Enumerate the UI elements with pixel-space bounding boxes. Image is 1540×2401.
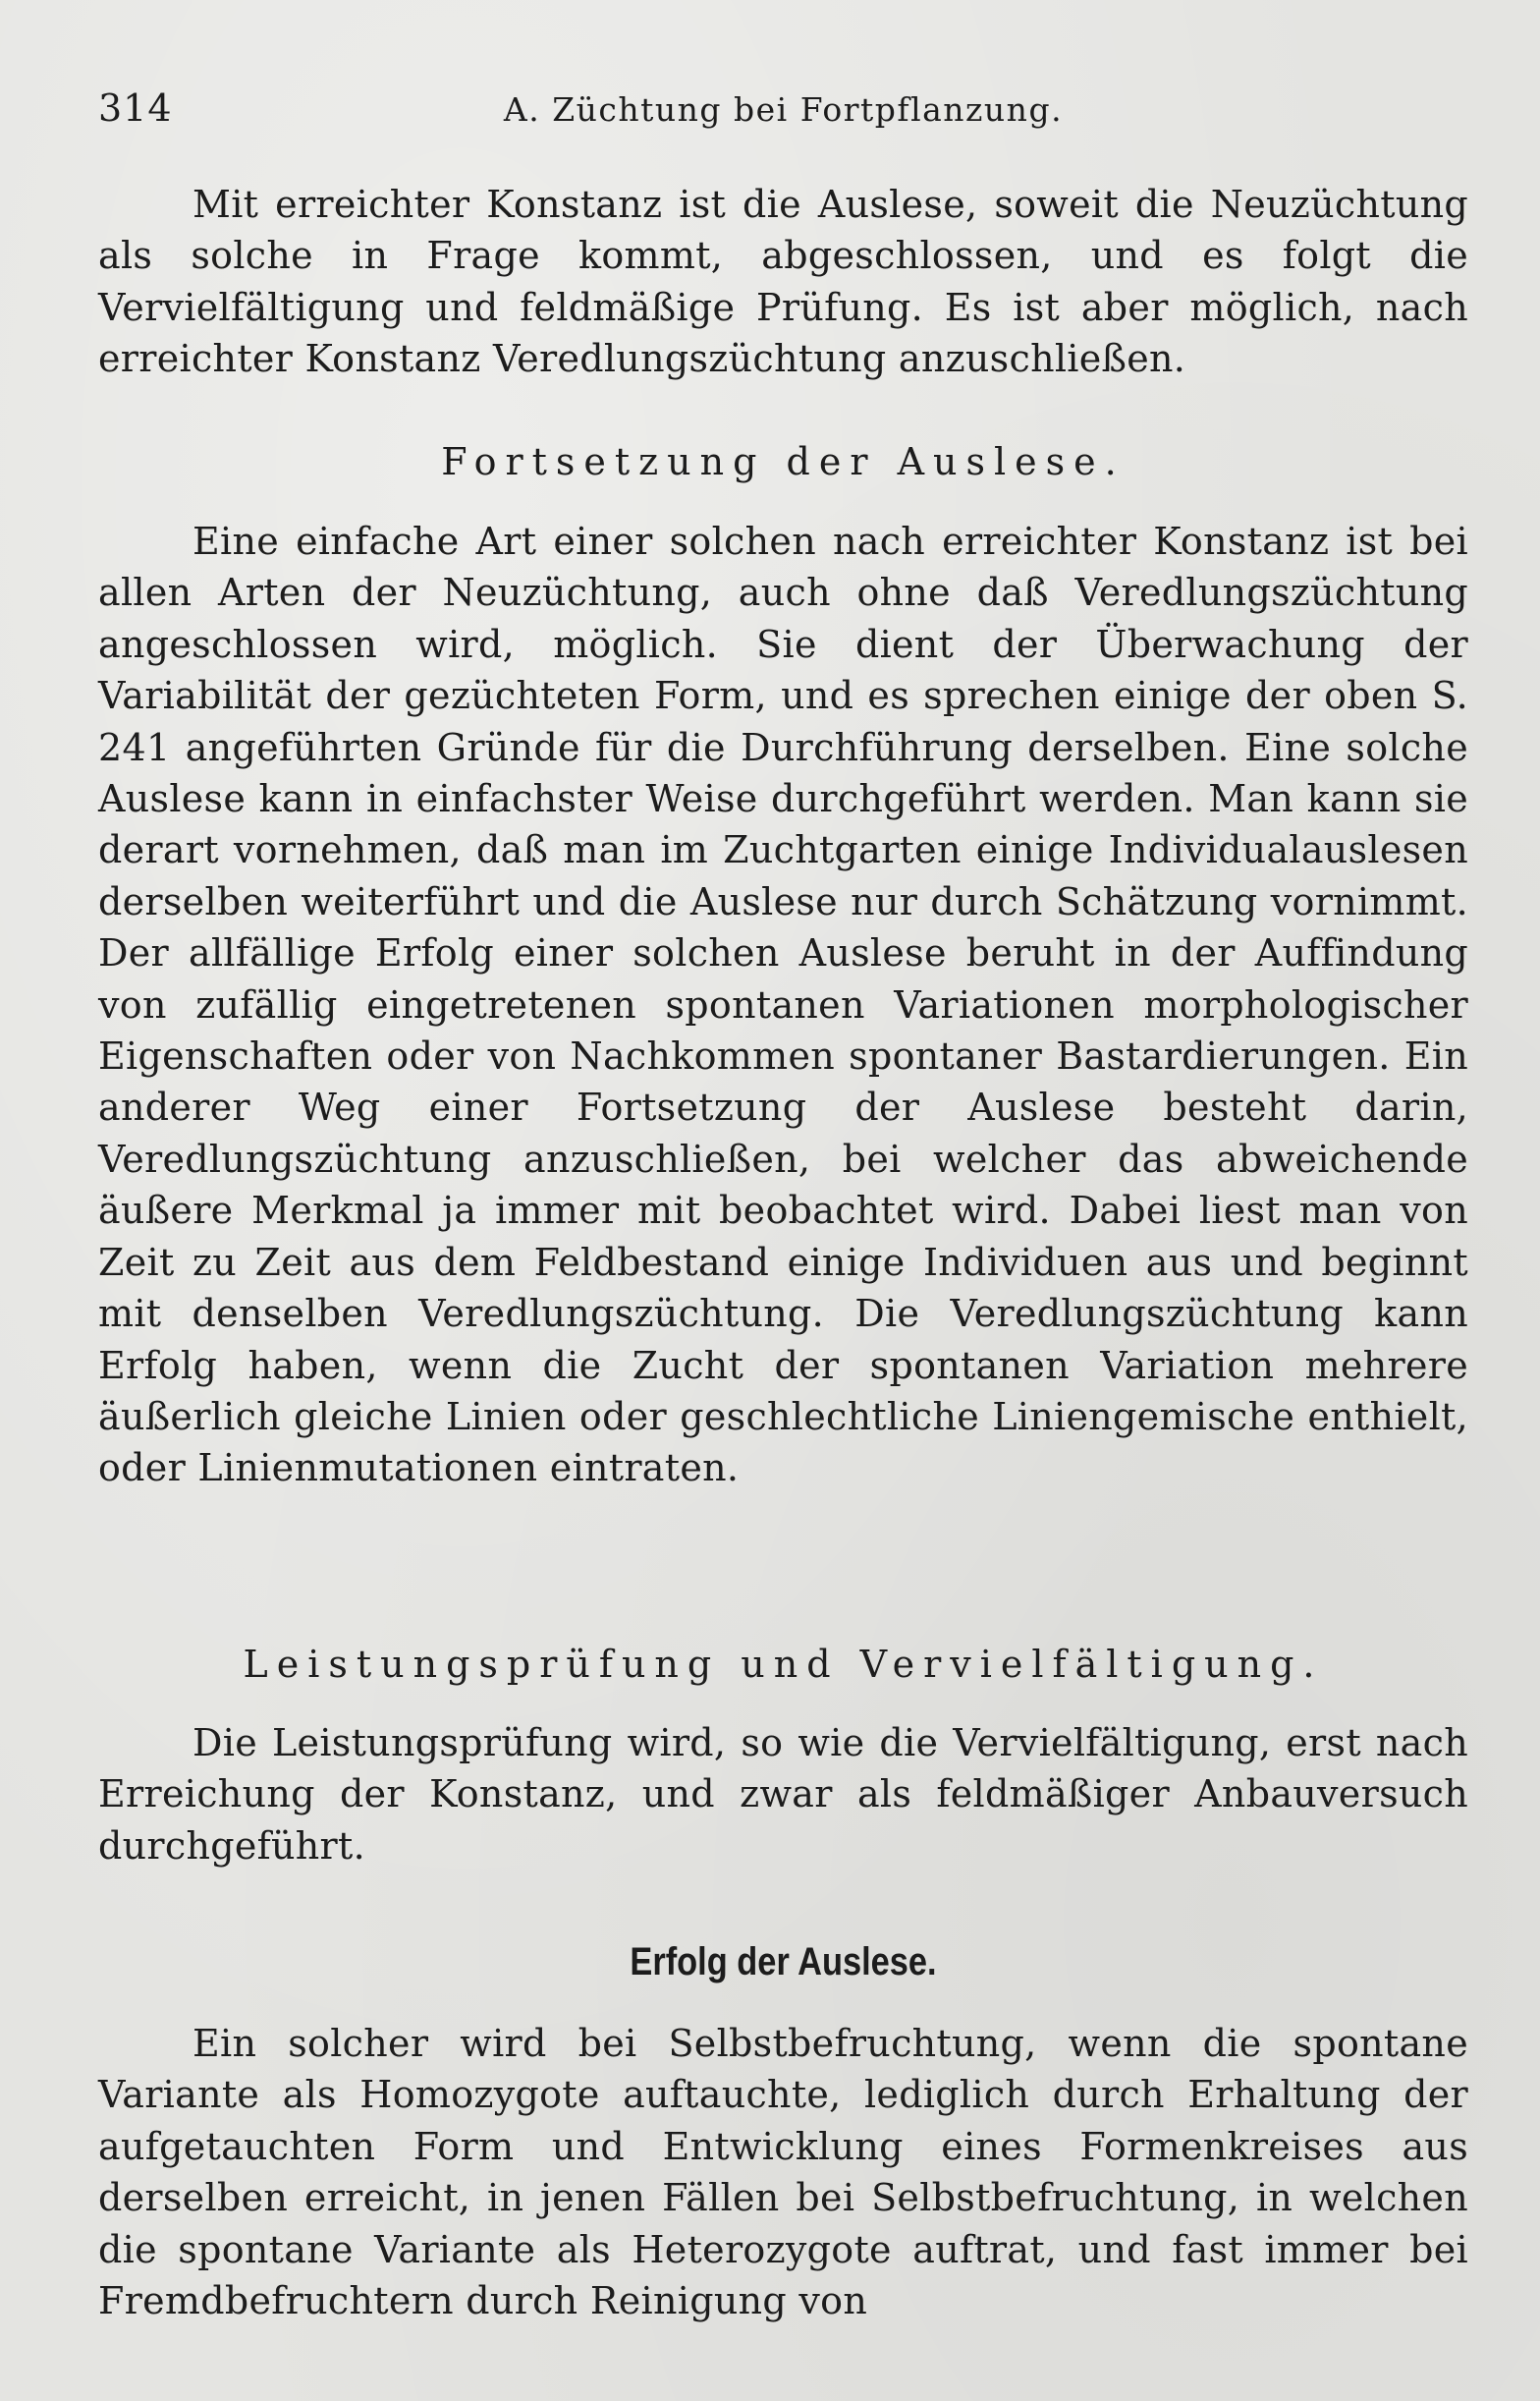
heading-fortsetzung-der-auslese: Fortsetzung der Auslese. — [441, 440, 1126, 483]
heading-leistungspruefung: Leistungsprüfung und Vervielfältigung. — [243, 1643, 1324, 1686]
running-head: A. Züchtung bei Fortpflanzung. — [503, 90, 1064, 129]
page-header — [98, 86, 1468, 136]
paragraph-konstanz: Mit erreichter Konstanz ist die Auslese, soweit die Neuzüchtung als solche in Frage kommt, abgeschlossen, und es folgt die Vervielfältigung und feldmäßige Prüfung. Es ist aber möglich, nach erreichter Konstanz Veredlungszüchtung anzuschließen. — [98, 183, 1468, 381]
paragraph-fortsetzung: Eine einfache Art einer solchen nach erreichter Konstanz ist bei allen Arten der Neuzüchtung, auch ohne daß Veredlungszüchtung angeschlossen wird, möglich. Sie dient der Überwachung der Variabilität der gezüchteten Form, und es sprechen einige der oben S. 241 angeführten Gründe für die Durchführung derselben. Eine solche Auslese kann in einfachster Weise durchgeführt werden. Man kann sie derart vornehmen, daß man im Zuchtgarten einige Individualauslesen derselben weiterführt und die Auslese nur durch Schätzung vornimmt. Der allfällige Erfolg einer solchen Auslese beruht in der Auffindung von zufällig eingetretenen spontanen Variationen morphologischer Eigenschaften oder von Nachkommen spontaner Bastardierungen. Ein anderer Weg einer Fortsetzung der Auslese besteht darin, Veredlungszüchtung anzuschließen, bei welcher das abweichende äußere Merkmal ja immer mit beobachtet wird. Dabei liest man von Zeit zu Zeit aus dem Feldbestand einige Individuen aus und beginnt mit denselben Veredlungszüchtung. Die Veredlungszüchtung kann Erfolg haben, wenn die Zucht der spontanen Variation mehrere äußerlich gleiche Linien oder geschlechtliche Liniengemische enthielt, oder Linienmutationen eintraten. — [98, 520, 1468, 1490]
paragraph-leistungspruefung: Die Leistungsprüfung wird, so wie die Vervielfältigung, erst nach Erreichung der Konstanz, und zwar als feldmäßiger Anbauversuch durchgeführt. — [98, 1721, 1468, 1868]
page-number: 314 — [98, 86, 173, 130]
paragraph-erfolg: Ein solcher wird bei Selbstbefruchtung, wenn die spontane Variante als Homozygote auftauchte, lediglich durch Erhaltung der aufgetauchten Form und Entwicklung eines Formenkreises aus derselben erreicht, in jenen Fällen bei Selbstbefruchtung, in welchen die spontane Variante als Heterozygote auftrat, und fast immer bei Fremdbefruchtern durch Reinigung von — [98, 2022, 1468, 2323]
heading-erfolg-der-auslese: Erfolg der Auslese. — [630, 1940, 937, 1983]
